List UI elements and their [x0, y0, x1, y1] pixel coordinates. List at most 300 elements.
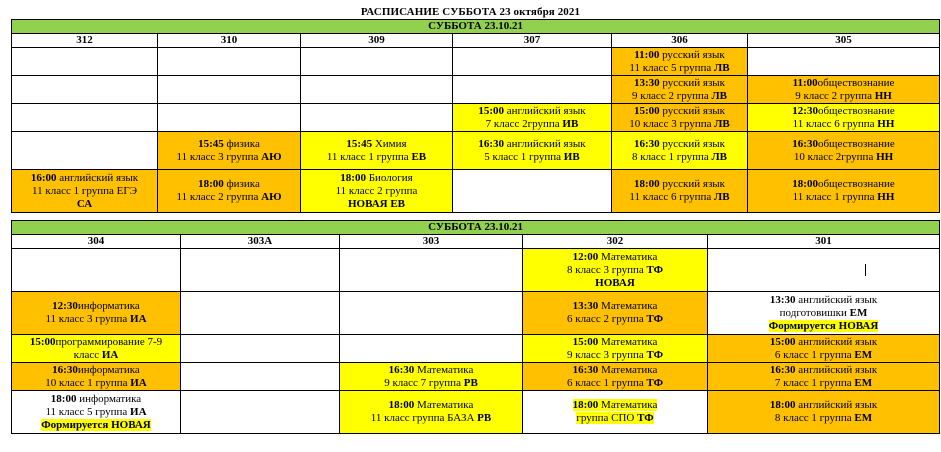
lesson-line-content — [775, 349, 872, 361]
lesson-line — [14, 313, 178, 326]
lesson-line — [710, 349, 937, 362]
lesson-line-content — [45, 377, 147, 389]
teacher-code: ТФ — [637, 412, 654, 424]
lesson-cell — [301, 132, 453, 170]
lesson-line — [14, 172, 155, 185]
lesson-line — [14, 393, 178, 406]
lesson-line — [710, 294, 937, 307]
lesson-line-content — [793, 191, 895, 203]
lesson-line — [750, 138, 937, 151]
lesson-line-content — [793, 118, 895, 130]
lesson-line-content — [792, 105, 894, 117]
room-number: 301 — [708, 235, 940, 249]
lesson-line-content — [32, 185, 137, 197]
lesson-line-content — [792, 138, 894, 150]
lesson-time: 16:30 — [792, 137, 818, 150]
lesson-time: 16:30 — [633, 137, 660, 150]
room-number: 309 — [301, 34, 453, 48]
lesson-text: 11 класс 6 группа — [629, 191, 715, 203]
lesson-line — [525, 336, 705, 349]
lesson-text: 11 класс группа БАЗА — [370, 412, 478, 424]
empty-cell — [453, 170, 612, 213]
lesson-line — [614, 62, 745, 75]
teacher-code: ЛВ — [714, 61, 730, 74]
lesson-line — [710, 412, 937, 425]
empty-cell — [12, 249, 181, 292]
lesson-text: Математика — [598, 335, 658, 348]
lesson-line-content — [52, 300, 140, 312]
lesson-text: информатика — [77, 363, 140, 376]
lesson-line-content — [51, 393, 141, 405]
lesson-text: 11 класс 3 группа — [176, 150, 262, 163]
lesson-text: физика — [223, 178, 260, 190]
lesson-line — [525, 277, 705, 290]
lesson-text: 9 класс 2 группа — [631, 89, 712, 102]
lesson-time: 18:00 — [388, 399, 415, 411]
lesson-text: русский язык — [659, 76, 726, 89]
lesson-text: 10 класс 2группа — [793, 150, 877, 163]
lesson-line — [614, 118, 745, 131]
lesson-line-content — [795, 90, 892, 102]
lesson-cell — [158, 170, 301, 213]
teacher-code: РВ — [463, 376, 478, 389]
lesson-line-content — [567, 377, 663, 389]
lesson-text: обществознание — [817, 137, 895, 150]
room-number: 310 — [158, 34, 301, 48]
lesson-time: 15:45 — [346, 137, 373, 150]
lesson-line-content — [340, 172, 412, 184]
lesson-text: обществознание — [817, 178, 895, 190]
lesson-line-content — [576, 412, 653, 424]
lesson-time: 13:30 — [633, 76, 660, 89]
empty-cell — [301, 76, 453, 104]
lesson-line — [750, 77, 937, 90]
empty-cell — [748, 48, 940, 76]
empty-cell — [340, 335, 523, 363]
schedule-table-top — [11, 19, 940, 213]
lesson-line-content — [634, 178, 725, 190]
lesson-time: 18:00 — [198, 178, 224, 190]
lesson-text: английский язык — [795, 293, 878, 306]
lesson-line-content — [793, 77, 895, 89]
lesson-text: 11 класс 1 группа — [326, 150, 412, 163]
lesson-text: Математика — [414, 399, 474, 411]
lesson-line — [14, 406, 178, 419]
teacher-code: НН — [874, 89, 892, 102]
lesson-cell — [708, 335, 940, 363]
lesson-line-content — [484, 151, 579, 163]
lesson-time: 18:00 — [50, 392, 77, 405]
schedule-row — [12, 48, 940, 76]
lesson-line-content — [794, 151, 893, 163]
lesson-line — [750, 90, 937, 103]
lesson-cell — [12, 363, 181, 391]
lesson-time: 12:30 — [52, 300, 78, 312]
lesson-line — [710, 336, 937, 349]
lesson-text: 8 класс 1 группа — [631, 150, 712, 163]
empty-cell — [158, 76, 301, 104]
empty-cell — [158, 104, 301, 132]
lesson-text: русский язык — [659, 48, 725, 61]
lesson-text: 10 класс 3 группа — [629, 117, 715, 130]
lesson-line-content — [348, 198, 405, 210]
lesson-text: класс — [73, 348, 102, 361]
lesson-line-content — [634, 49, 724, 61]
lesson-cell — [612, 170, 748, 213]
lesson-text: Математика — [414, 363, 474, 376]
schedule-row — [12, 104, 940, 132]
empty-cell — [340, 292, 523, 335]
teacher-code: ЛВ — [711, 150, 728, 163]
teacher-code: ЕМ — [849, 306, 868, 319]
lesson-line — [303, 172, 450, 185]
lesson-text: 10 класс 1 группа — [45, 376, 131, 389]
teacher-code: ТФ — [646, 348, 664, 361]
lesson-line — [14, 185, 155, 198]
lesson-text: группа СПО — [576, 412, 638, 424]
room-header-row — [12, 34, 940, 48]
lesson-line — [303, 185, 450, 198]
lesson-line-content — [573, 399, 658, 411]
lesson-text: английский язык — [504, 104, 586, 117]
lesson-line-content — [595, 277, 635, 289]
lesson-line — [750, 151, 937, 164]
schedule-row — [12, 335, 940, 363]
lesson-time: 12:00 — [572, 250, 599, 263]
lesson-line-content — [389, 364, 474, 376]
lesson-cell — [523, 292, 708, 335]
lesson-line — [710, 364, 937, 377]
lesson-text: Химия — [372, 137, 407, 150]
lesson-text: обществознание — [817, 76, 895, 89]
teacher-code: Формируется НОВАЯ — [768, 319, 879, 332]
lesson-line — [14, 349, 178, 362]
teacher-code: ИА — [130, 376, 147, 389]
teacher-code: НН — [877, 191, 895, 203]
lesson-line — [303, 151, 450, 164]
lesson-cell — [340, 391, 523, 434]
teacher-code: ТФ — [646, 313, 664, 325]
lesson-line — [14, 364, 178, 377]
lesson-text: русский язык — [659, 178, 726, 190]
lesson-text: Математика — [598, 250, 658, 263]
lesson-cell — [523, 363, 708, 391]
lesson-line-content — [198, 138, 260, 150]
lesson-line-content — [486, 118, 579, 130]
lesson-line-content — [77, 198, 92, 210]
lesson-text: 9 класс 3 группа — [566, 348, 647, 361]
lesson-text: 6 класс 1 группа — [774, 348, 855, 361]
lesson-cell — [708, 292, 940, 335]
lesson-text: 8 класс 3 группа — [566, 263, 647, 276]
lesson-line — [14, 336, 178, 349]
lesson-line — [303, 138, 450, 151]
lesson-line — [342, 412, 520, 425]
lesson-line — [750, 178, 937, 191]
lesson-line-content — [632, 151, 727, 163]
lesson-line — [525, 377, 705, 390]
lesson-text: 6 класс 2 группа — [566, 313, 647, 325]
lesson-time: 15:00 — [29, 335, 56, 348]
lesson-text: 11 класс 2 группа — [176, 191, 262, 203]
lesson-time: 13:30 — [769, 293, 796, 306]
lesson-line — [614, 49, 745, 62]
lesson-time: 15:00 — [633, 104, 660, 117]
lesson-line-content — [41, 419, 151, 431]
lesson-cell — [748, 170, 940, 213]
lesson-text: английский язык — [56, 171, 139, 184]
lesson-line — [14, 419, 178, 432]
lesson-time: 18:00 — [792, 178, 818, 190]
lesson-text: английский язык — [795, 399, 878, 411]
lesson-text: 11 класс 1 группа — [792, 191, 878, 203]
lesson-line-content — [770, 399, 877, 411]
lesson-text: 11 класс 1 группа ЕГЭ — [32, 184, 137, 197]
teacher-code: ЕМ — [854, 376, 873, 389]
lesson-line-content — [336, 185, 418, 197]
lesson-line-content — [780, 307, 868, 319]
lesson-cell — [612, 104, 748, 132]
schedule-row — [12, 391, 940, 434]
teacher-code: НОВАЯ ЕВ — [347, 197, 406, 210]
lesson-time: 16:30 — [478, 137, 505, 150]
lesson-line — [710, 307, 937, 320]
teacher-code: ИВ — [563, 150, 580, 163]
schedule-table-bottom — [11, 220, 940, 434]
lesson-line-content — [634, 138, 725, 150]
lesson-time: 15:00 — [769, 335, 796, 348]
lesson-cell — [12, 292, 181, 335]
teacher-code: СА — [76, 197, 93, 210]
lesson-cell — [12, 170, 158, 213]
lesson-line — [160, 178, 298, 191]
lesson-line-content — [573, 300, 658, 312]
empty-cell — [181, 391, 340, 434]
lesson-line-content — [632, 90, 727, 102]
lesson-time: 15:00 — [572, 335, 599, 348]
lesson-text: английский язык — [795, 363, 878, 376]
empty-cell — [158, 48, 301, 76]
lesson-cell — [612, 76, 748, 104]
teacher-code: НН — [876, 150, 894, 163]
lesson-cell — [708, 391, 940, 434]
room-number: 302 — [523, 235, 708, 249]
teacher-code: ЕМ — [854, 348, 873, 361]
lesson-line — [455, 138, 609, 151]
lesson-line — [342, 364, 520, 377]
lesson-text: 11 класс 5 группа — [629, 61, 715, 74]
lesson-text: 6 класс 1 группа — [566, 376, 647, 389]
lesson-line-content — [629, 191, 729, 203]
teacher-code: ЛВ — [714, 117, 730, 130]
lesson-cell — [301, 170, 453, 213]
lesson-time: 16:30 — [769, 363, 796, 376]
room-number: 312 — [12, 34, 158, 48]
lesson-cell — [748, 104, 940, 132]
lesson-line — [455, 105, 609, 118]
lesson-text: 7 класс 2группа — [485, 117, 563, 130]
teacher-code: Формируется НОВАЯ — [41, 418, 151, 431]
room-number: 304 — [12, 235, 181, 249]
lesson-time: 16:00 — [30, 171, 57, 184]
lesson-line — [614, 191, 745, 204]
lesson-line-content — [177, 151, 282, 163]
lesson-cell — [523, 249, 708, 292]
lesson-line — [710, 320, 937, 333]
lesson-line — [14, 300, 178, 313]
lesson-line — [614, 77, 745, 90]
empty-cell — [181, 363, 340, 391]
lesson-time: 13:30 — [572, 300, 599, 312]
lesson-line — [455, 151, 609, 164]
lesson-time: 18:00 — [769, 399, 796, 411]
empty-cell — [340, 249, 523, 292]
lesson-line — [750, 105, 937, 118]
empty-cell — [181, 249, 340, 292]
lesson-line — [614, 90, 745, 103]
lesson-cell — [340, 363, 523, 391]
lesson-line-content — [389, 399, 474, 411]
lesson-time: 16:30 — [572, 363, 599, 376]
empty-cell — [181, 292, 340, 335]
lesson-text: 5 класс 1 группа — [484, 150, 564, 163]
lesson-line-content — [629, 118, 730, 130]
lesson-cell — [523, 335, 708, 363]
lesson-line-content — [478, 105, 585, 117]
empty-cell — [181, 335, 340, 363]
empty-cell — [301, 48, 453, 76]
lesson-line-content — [775, 377, 872, 389]
lesson-line-content — [384, 377, 478, 389]
lesson-cell — [12, 391, 181, 434]
lesson-text: 9 класс 2 группа — [795, 89, 875, 102]
lesson-line-content — [371, 412, 491, 424]
lesson-time: 12:30 — [792, 104, 818, 117]
empty-cell — [12, 132, 158, 170]
lesson-text: 11 класс 3 группа — [45, 313, 131, 325]
lesson-text: английский язык — [504, 137, 586, 150]
lesson-line — [614, 151, 745, 164]
lesson-text: информатика — [77, 300, 140, 312]
lesson-text: информатика — [76, 392, 142, 405]
lesson-text: Математика — [598, 399, 658, 411]
lesson-line-content — [567, 313, 663, 325]
teacher-code: ИА — [130, 313, 147, 325]
day-header-row — [12, 221, 940, 235]
teacher-code: АЮ — [261, 191, 282, 203]
room-number: 305 — [748, 34, 940, 48]
lesson-line — [342, 399, 520, 412]
empty-cell — [453, 76, 612, 104]
lesson-text: 9 класс 7 группа — [384, 376, 464, 389]
teacher-code: ЛВ — [714, 191, 730, 203]
teacher-code: ИВ — [562, 117, 579, 130]
teacher-code: ТФ — [646, 263, 664, 276]
empty-cell — [453, 48, 612, 76]
lesson-cell — [612, 48, 748, 76]
lesson-line — [614, 105, 745, 118]
lesson-line-content — [634, 77, 725, 89]
lesson-line-content — [30, 336, 162, 348]
lesson-cell — [158, 132, 301, 170]
lesson-cell — [748, 132, 940, 170]
lesson-line-content — [45, 313, 146, 325]
empty-cell — [12, 48, 158, 76]
lesson-text: английский язык — [795, 335, 878, 348]
lesson-line-content — [634, 105, 725, 117]
lesson-time: 16:30 — [52, 363, 78, 376]
teacher-code: ИА — [101, 348, 119, 361]
day-label: СУББОТА 23.10.21 — [12, 20, 940, 34]
lesson-line — [525, 364, 705, 377]
schedule-row — [12, 249, 940, 292]
lesson-time: 18:00 — [572, 399, 599, 411]
lesson-line-content — [629, 62, 729, 74]
lesson-time: 18:00 — [340, 171, 366, 184]
day-header-row — [12, 20, 940, 34]
lesson-text: Математика — [598, 300, 658, 312]
lesson-line-content — [327, 151, 426, 163]
teacher-code: ЛВ — [711, 89, 728, 102]
lesson-cell — [523, 391, 708, 434]
lesson-line — [614, 178, 745, 191]
lesson-cell — [12, 335, 181, 363]
lesson-line — [342, 377, 520, 390]
lesson-text: Математика — [598, 363, 658, 376]
schedule-row — [12, 170, 940, 213]
lesson-line — [455, 118, 609, 131]
lesson-line-content — [792, 178, 894, 190]
lesson-text: 7 класс 1 группа — [774, 376, 855, 389]
teacher-code: НОВАЯ — [595, 276, 635, 289]
lesson-line — [525, 313, 705, 326]
lesson-time: 11:00 — [634, 48, 660, 61]
lesson-line — [160, 138, 298, 151]
lesson-text: русский язык — [659, 137, 726, 150]
lesson-line — [525, 412, 705, 425]
lesson-text: 11 класс 5 группа — [45, 405, 131, 418]
lesson-line-content — [567, 264, 663, 276]
lesson-line-content — [177, 191, 282, 203]
page-title: РАСПИСАНИЕ СУББОТА 23 октября 2021 — [360, 6, 581, 18]
teacher-code: АЮ — [261, 150, 282, 163]
empty-cell — [301, 104, 453, 132]
lesson-line — [614, 138, 745, 151]
lesson-line — [14, 377, 178, 390]
lesson-line — [160, 191, 298, 204]
teacher-code: ИА — [130, 405, 147, 418]
lesson-line-content — [573, 336, 658, 348]
lesson-line-content — [573, 364, 658, 376]
lesson-text: Биология — [365, 171, 413, 184]
day-label: СУББОТА 23.10.21 — [12, 221, 940, 235]
lesson-line — [750, 118, 937, 131]
room-number: 307 — [453, 34, 612, 48]
lesson-line-content — [52, 364, 140, 376]
lesson-cell — [453, 104, 612, 132]
lesson-time: 15:45 — [198, 137, 224, 150]
lesson-line-content — [45, 406, 146, 418]
schedule-row — [12, 76, 940, 104]
lesson-line — [160, 151, 298, 164]
lesson-line-content — [31, 172, 138, 184]
schedule-row — [12, 132, 940, 170]
lesson-line-content — [770, 364, 877, 376]
lesson-text: программирование 7-9 — [55, 335, 163, 348]
schedule-row — [12, 363, 940, 391]
lesson-text: 11 класс 6 группа — [792, 117, 878, 130]
lesson-text: русский язык — [659, 104, 726, 117]
